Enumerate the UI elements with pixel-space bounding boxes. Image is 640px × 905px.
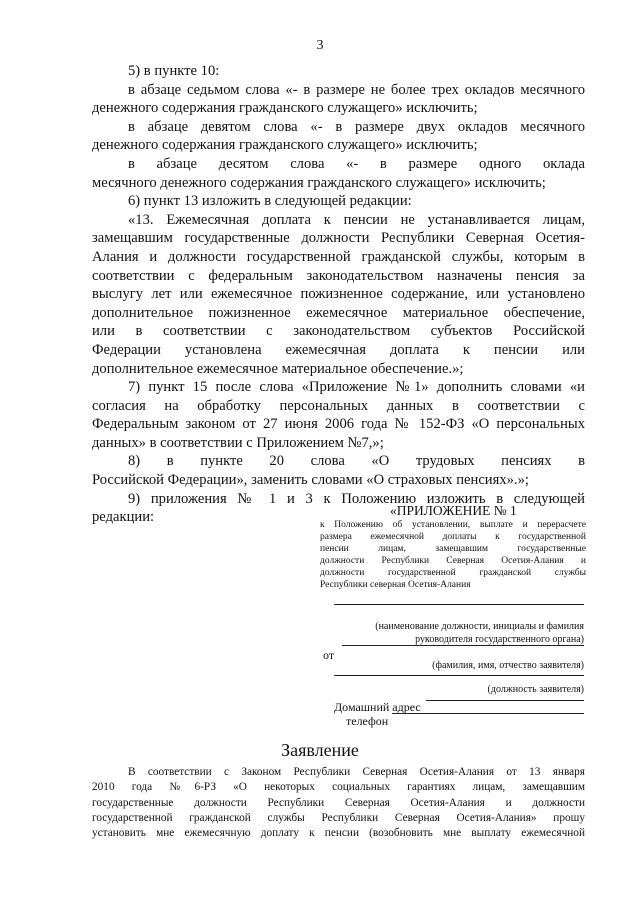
home-address-label: Домашний адрес: [334, 700, 421, 714]
statement-line: установить мне ежемесячную доплату к пенсии (возобновить мне выплату ежемесячной: [92, 827, 585, 840]
text-line: «13. Ежемесячная доплата к пенсии не устанавливается лицам,: [128, 211, 585, 228]
text-line: месячного денежного содержания гражданского служащего» исключить;: [92, 174, 546, 191]
text-line: Российской Федерации», заменить словами «О страховых пенсиях».»;: [92, 472, 529, 489]
text-line: данных» в соответствии с Приложением №7,»;: [92, 434, 384, 451]
addressee-caption-1: (наименование должности, инициалы и фамилия: [375, 621, 584, 632]
applicant-name-field-line: [342, 645, 584, 646]
text-line: дополнительное ежемесячное материальное обеспечение.»;: [92, 360, 464, 377]
text-line: согласия на обработку персональных данных в соответствии с: [92, 397, 585, 414]
appendix-line: пенсии лицам, замещавшим государственные: [320, 544, 586, 554]
text-line: денежного содержания гражданского служащего» исключить;: [92, 100, 478, 117]
home-address-field-line: [426, 700, 584, 701]
text-line: Федеральным законом от 27 июня 2006 года № 152-ФЗ «О персональных: [92, 416, 585, 433]
text-line: 6) пункт 13 изложить в следующей редакции:: [128, 193, 412, 210]
applicant-name-caption: (фамилия, имя, отчество заявителя): [432, 660, 584, 671]
applicant-position-field-line: [334, 675, 584, 676]
appendix-title: «ПРИЛОЖЕНИЕ № 1: [390, 503, 517, 518]
addressee-field-line: [334, 604, 584, 605]
text-line: 5) в пункте 10:: [128, 63, 220, 79]
statement-line: В соответствии с Законом Республики Северная Осетия-Алания от 13 января: [128, 766, 585, 778]
statement-text: [92, 765, 585, 841]
amendment-text: [92, 62, 585, 527]
appendix-line: должности государственной гражданской службы: [320, 568, 586, 578]
text-line: в абзаце десятом слова «- в размере одного оклада: [128, 155, 585, 172]
text-line: 9) приложения № 1 и 3 к Положению изложить в следующей: [128, 490, 585, 507]
phone-label: телефон: [346, 714, 389, 728]
appendix-line: Республики северная Осетия-Алания: [320, 580, 471, 590]
appendix-subtitle: [320, 519, 586, 591]
appendix-line: к Положению об установлении, выплате и перерасчете: [320, 520, 586, 530]
appendix-line: должности Республики Северная Осетия-Алания и: [320, 556, 586, 566]
text-line: денежного содержания гражданского служащего» исключить;: [92, 137, 478, 154]
text-line: дополнительное пожизненное ежемесячное материальное обеспечение,: [92, 304, 585, 321]
addressee-caption-2: руководителя государственного органа): [415, 634, 584, 645]
text-line: в абзаце девятом слова «- в размере двух окладов месячного: [128, 118, 585, 135]
text-line: выслугу лет или ежемесячное пожизненное содержание, или установлено: [92, 286, 585, 303]
text-line: 8) в пункте 20 слова «О трудовых пенсиях в: [128, 453, 585, 470]
phone-field-line: [392, 713, 584, 714]
text-line: редакции:: [92, 509, 155, 526]
text-line: соответствии с федеральным законодательством назначены пенсия за: [92, 267, 585, 284]
text-line: 7) пункт 15 после слова «Приложение №1» дополнить словами «и: [128, 379, 585, 396]
text-line: в абзаце седьмом слова «- в размере не более трех окладов месячного: [128, 81, 585, 98]
applicant-position-caption: (должность заявителя): [487, 684, 584, 695]
statement-line: 2010 года №6-РЗ «О некоторых социальных гарантиях лицам, замещавшим: [92, 781, 585, 794]
statement-title: Заявление: [281, 740, 359, 760]
text-line: замещавшим государственные должности Республики Северная Осетия-: [92, 230, 585, 247]
page-number: 3: [316, 38, 324, 53]
statement-line: государственной гражданской службы Республики Северная Осетия-Алания» прошу: [92, 811, 585, 824]
text-line: Алания и должности государственной гражданской службы, которым в: [92, 248, 585, 265]
from-label: от: [323, 648, 335, 662]
text-line: или в соответствии с законодательством субъектов Российской: [92, 323, 585, 340]
text-line: Федерации установлена ежемесячная доплата к пенсии или: [92, 341, 585, 358]
statement-line: государственные должности Республики Северная Осетия-Алания и должности: [92, 796, 585, 809]
appendix-line: размера ежемесячной доплаты к государственной: [320, 532, 586, 542]
